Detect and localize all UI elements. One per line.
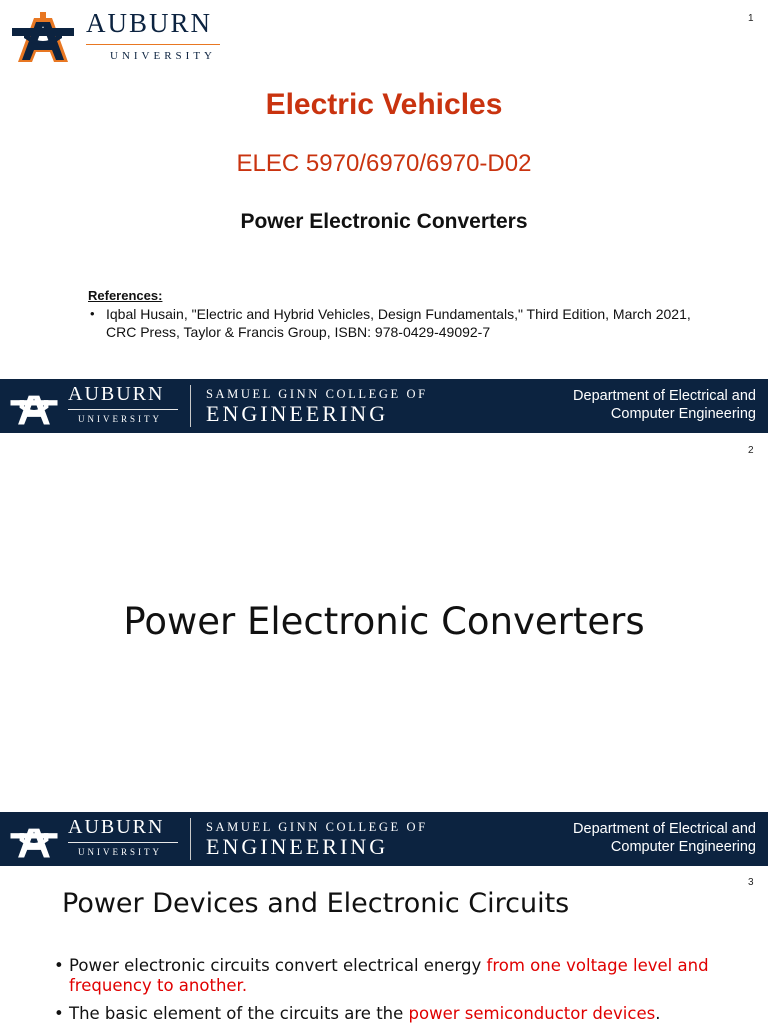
bullet-highlight: power semiconductor devices: [408, 1004, 656, 1023]
auburn-logo: [10, 6, 230, 68]
bullet-list: [54, 956, 744, 1032]
page-number: 3: [748, 877, 754, 888]
banner-dept-line2: Computer Engineering: [610, 839, 756, 855]
banner-divider: [190, 818, 191, 860]
slide-title: Electric Vehicles: [265, 88, 503, 121]
footer-banner: [0, 379, 768, 433]
banner-college-line2: ENGINEERING: [206, 401, 389, 426]
banner-dept-line1: Department of Electrical and: [573, 821, 756, 837]
bullet-text: Power electronic circuits convert electrical energy: [69, 956, 487, 975]
slide-title: Power Electronic Converters: [123, 600, 645, 643]
logo-wordmark: AUBURN: [86, 8, 213, 38]
bullet-text: The basic element of the circuits are the: [69, 1004, 409, 1023]
banner-department: [496, 387, 756, 423]
banner-university: UNIVERSITY: [78, 414, 162, 424]
banner-rule: [68, 842, 178, 843]
list-item: [54, 1004, 744, 1024]
slide-subtitle: Power Electronic Converters: [240, 210, 528, 233]
banner-college-line2: ENGINEERING: [206, 834, 389, 859]
au-monogram-icon: [8, 818, 60, 862]
references-heading: References:: [88, 288, 163, 303]
au-monogram-icon: [8, 385, 60, 429]
banner-college-line1: SAMUEL GINN COLLEGE OF: [206, 820, 428, 834]
page-number: 1: [748, 13, 754, 24]
bullet-icon: •: [90, 306, 95, 321]
banner-department: [496, 820, 756, 856]
course-code: ELEC 5970/6970/6970-D02: [236, 150, 532, 177]
bullet-end: .: [655, 1004, 661, 1023]
banner-auburn: AUBURN: [68, 383, 165, 405]
reference-text: Iqbal Husain, "Electric and Hybrid Vehicles, Design Fundamentals," Third Edition, March 2021, CRC Press, Taylor & Francis Group, ISBN: 978-0429-49092-7: [106, 306, 691, 340]
slide-title: Power Devices and Electronic Circuits: [62, 888, 570, 919]
logo-rule: [86, 44, 220, 45]
banner-rule: [68, 409, 178, 410]
list-item: [54, 956, 744, 996]
banner-dept-line1: Department of Electrical and: [573, 388, 756, 404]
au-monogram-icon: [10, 8, 76, 66]
banner-auburn: AUBURN: [68, 816, 165, 838]
banner-college-line1: SAMUEL GINN COLLEGE OF: [206, 387, 428, 401]
banner-divider: [190, 385, 191, 427]
banner-dept-line2: Computer Engineering: [610, 406, 756, 422]
page-number: 2: [748, 445, 754, 456]
bullet-highlight: from one voltage level and frequency to another.: [69, 956, 709, 995]
banner-university: UNIVERSITY: [78, 847, 162, 857]
logo-university: UNIVERSITY: [110, 50, 216, 62]
footer-banner: [0, 812, 768, 866]
